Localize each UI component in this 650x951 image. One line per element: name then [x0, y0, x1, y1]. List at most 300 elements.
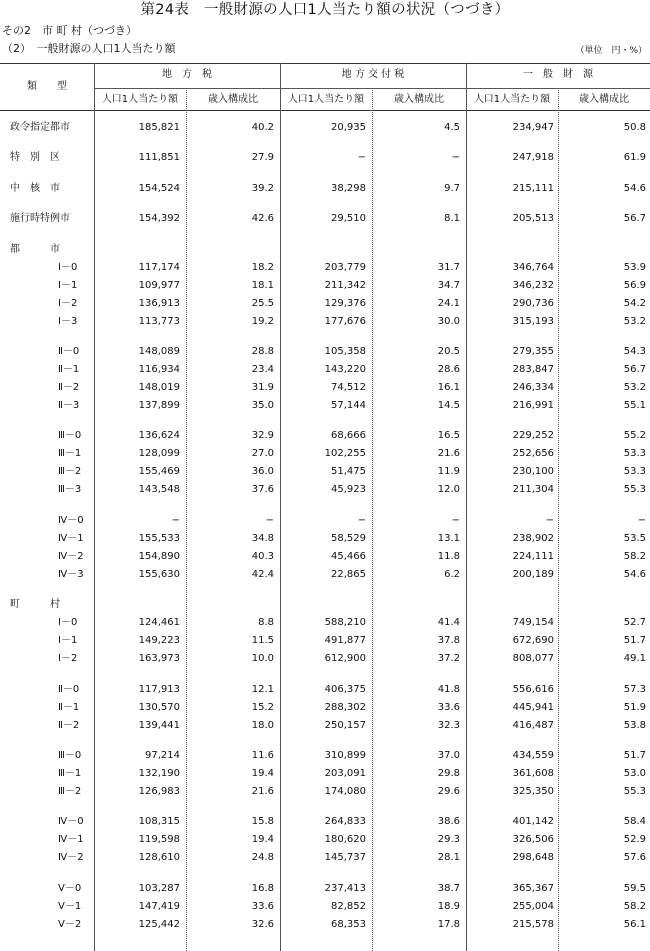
row-value: 108,315 [138, 816, 180, 828]
row-value [562, 596, 646, 614]
row-value: 42.4 [251, 568, 274, 580]
header-per-capita: 人口1人当たり額 [101, 94, 179, 105]
row-value: 74,512 [331, 382, 366, 393]
row-value: 37.8 [437, 635, 460, 647]
row-value [376, 241, 460, 259]
row-label: Ⅴ－1 [58, 900, 82, 912]
row-value: 255,004 [512, 900, 554, 912]
row-value: 416,487 [512, 719, 554, 731]
row-value: 672,690 [512, 635, 554, 647]
row-value: − [357, 514, 366, 526]
table-row [0, 699, 650, 717]
row-value: 57.3 [623, 683, 646, 695]
table-row [0, 313, 650, 331]
row-value: 163,973 [138, 653, 180, 665]
row-value: 38,298 [331, 182, 366, 194]
row-label: 特 別 区 [10, 152, 60, 164]
table-row [0, 813, 650, 831]
row-label: Ⅰ－1 [58, 279, 78, 291]
row-label: Ⅰ－3 [58, 315, 78, 327]
row-value: 290,736 [512, 297, 554, 309]
row-value: 41.8 [437, 683, 460, 695]
row-value: 53.5 [623, 532, 646, 544]
row-value [98, 596, 180, 614]
row-value: 6.2 [444, 568, 460, 580]
row-value [468, 596, 554, 614]
row-value: 105,358 [324, 346, 366, 357]
row-value: 25.5 [251, 297, 274, 309]
row-value: 491,877 [324, 635, 366, 647]
row-value: 54.6 [623, 568, 646, 580]
row-value: 32.6 [251, 918, 274, 930]
table-row [0, 149, 650, 167]
row-value: 124,461 [138, 617, 180, 629]
row-value [190, 241, 274, 259]
row-value: 11.8 [437, 550, 460, 562]
row-value: 34.8 [251, 532, 274, 544]
header-local-tax: 地 方 税 [162, 69, 212, 80]
row-value: 31.7 [437, 261, 460, 273]
row-label: Ⅰ－0 [58, 617, 78, 629]
row-value: 30.0 [437, 315, 460, 327]
row-label: Ⅳ－2 [58, 550, 84, 562]
header-top-rule [0, 63, 650, 64]
row-value: 154,890 [138, 550, 180, 562]
row-value: 22,865 [331, 568, 366, 580]
row-value: 42.6 [251, 213, 274, 225]
row-label: Ⅲ－0 [58, 430, 82, 442]
row-label: Ⅰ－2 [58, 297, 78, 309]
row-value: 33.6 [437, 701, 460, 713]
table-row [0, 119, 650, 137]
row-value [282, 596, 366, 614]
row-value: 37.6 [251, 484, 274, 496]
row-value: 185,821 [138, 122, 180, 133]
row-value: 117,174 [138, 261, 180, 273]
row-value: 34.7 [437, 279, 460, 291]
table-row [0, 512, 650, 530]
row-value: 58.2 [623, 550, 646, 562]
row-value: 9.7 [444, 182, 460, 194]
row-value: 27.0 [251, 448, 274, 460]
row-label: Ⅳ－3 [58, 568, 84, 580]
unit-note: （単位 円・%） [575, 46, 647, 56]
row-label: 都 市 [10, 243, 60, 255]
row-value: 29.6 [437, 786, 460, 797]
table-row [0, 849, 650, 867]
row-value: 53.2 [623, 382, 646, 393]
row-label: Ⅲ－2 [58, 466, 82, 478]
row-value: 57.6 [623, 852, 646, 864]
table-row [0, 343, 650, 361]
row-value: 82,852 [331, 900, 366, 912]
row-value: 365,367 [512, 882, 554, 894]
row-value: 51.7 [623, 750, 646, 761]
table-row [0, 783, 650, 801]
header-per-capita: 人口1人当たり額 [473, 94, 551, 105]
row-value: − [545, 514, 554, 526]
row-value: 10.0 [251, 653, 274, 665]
header-type: 類 型 [27, 81, 67, 92]
table-row [0, 747, 650, 765]
row-value: 19.4 [251, 834, 274, 846]
row-value: 28.1 [437, 852, 460, 864]
row-value: 29.8 [437, 768, 460, 779]
row-value: 177,676 [324, 315, 366, 327]
table-row [0, 259, 650, 277]
row-value: 35.0 [251, 400, 274, 411]
table-row [0, 681, 650, 699]
row-value: 51,475 [331, 466, 366, 478]
row-label: Ⅴ－2 [58, 918, 82, 930]
row-label: Ⅳ－1 [58, 532, 84, 544]
row-value: 21.6 [437, 448, 460, 460]
row-value: − [637, 514, 646, 526]
row-value: 32.3 [437, 719, 460, 731]
row-value: 116,934 [138, 364, 180, 375]
row-value [562, 241, 646, 259]
row-value: 8.8 [258, 617, 274, 629]
row-value: 54.3 [623, 346, 646, 357]
row-value: 18.9 [437, 900, 460, 912]
row-value: 14.5 [437, 400, 460, 411]
table-row [0, 180, 650, 198]
row-value: 808,077 [512, 653, 554, 665]
row-label: Ⅴ－0 [58, 882, 82, 894]
row-value: 49.1 [623, 653, 646, 665]
row-value: 136,913 [138, 297, 180, 309]
row-label: Ⅲ－0 [58, 750, 82, 761]
row-value: 406,375 [324, 683, 366, 695]
row-value: 23.4 [251, 364, 274, 375]
row-value: 128,610 [138, 852, 180, 864]
row-value: 54.2 [623, 297, 646, 309]
row-value: 52.7 [623, 617, 646, 629]
row-value: 211,342 [324, 279, 366, 291]
row-value: 216,991 [512, 400, 554, 411]
row-value: 45,466 [331, 550, 366, 562]
section-subtitle: その2 市 町 村（つづき） [2, 24, 137, 37]
row-value: 252,656 [512, 448, 554, 460]
row-value: 136,624 [138, 430, 180, 442]
row-value: 38.7 [437, 882, 460, 894]
row-value: 229,252 [512, 430, 554, 442]
table-row [0, 596, 650, 614]
table-row [0, 277, 650, 295]
row-value: 211,304 [512, 484, 554, 496]
table-row [0, 880, 650, 898]
table-row [0, 379, 650, 397]
row-value: 12.0 [437, 484, 460, 496]
row-value: 19.2 [251, 315, 274, 327]
header-ratio: 歳入構成比 [579, 94, 629, 105]
row-value: 29,510 [331, 213, 366, 225]
row-label: Ⅳ－2 [58, 852, 84, 864]
row-value: 17.8 [437, 918, 460, 930]
row-value: 132,190 [138, 768, 180, 779]
row-value: 246,334 [512, 382, 554, 393]
row-value: 155,630 [138, 568, 180, 580]
row-value: 137,899 [138, 400, 180, 411]
row-label: Ⅲ－1 [58, 768, 82, 779]
row-value: 57,144 [331, 400, 366, 411]
row-value: 346,232 [512, 279, 554, 291]
row-value: 4.5 [444, 122, 460, 133]
row-value: 200,189 [512, 568, 554, 580]
row-label: 町 村 [10, 599, 60, 611]
row-value: 224,111 [512, 550, 554, 562]
table-subtitle: （2） 一般財源の人口1人当たり額 [2, 42, 176, 55]
table-row [0, 650, 650, 668]
row-value: 556,616 [512, 683, 554, 695]
row-value: 58.2 [623, 900, 646, 912]
row-value: 315,193 [512, 315, 554, 327]
table-row [0, 397, 650, 415]
table-row [0, 463, 650, 481]
row-value: 15.2 [251, 701, 274, 713]
row-label: Ⅱ－2 [58, 382, 80, 393]
row-value: 117,913 [138, 683, 180, 695]
row-value: 148,089 [138, 346, 180, 357]
table-row [0, 632, 650, 650]
row-value: 51.9 [623, 701, 646, 713]
row-value: 8.1 [444, 213, 460, 225]
row-label: Ⅱ－2 [58, 719, 80, 731]
row-value: 29.3 [437, 834, 460, 846]
row-value: 247,918 [512, 152, 554, 164]
row-value: 16.5 [437, 430, 460, 442]
row-value: 12.1 [251, 683, 274, 695]
row-value: 20.5 [437, 346, 460, 357]
row-label: Ⅰ－2 [58, 653, 78, 665]
row-value: 45,923 [331, 484, 366, 496]
row-value: 612,900 [324, 653, 366, 665]
row-value: 149,223 [138, 635, 180, 647]
row-value: 55.2 [623, 430, 646, 442]
row-value: 326,506 [512, 834, 554, 846]
header-ratio: 歳入構成比 [394, 94, 444, 105]
row-value: 180,620 [324, 834, 366, 846]
row-value: 154,392 [138, 213, 180, 225]
row-value: 36.0 [251, 466, 274, 478]
row-value: 125,442 [138, 918, 180, 930]
row-value: 97,214 [145, 750, 180, 761]
row-value: 401,142 [512, 816, 554, 828]
row-value: 203,091 [324, 768, 366, 779]
row-value: 155,469 [138, 466, 180, 478]
row-value: 53.3 [623, 448, 646, 460]
row-value: 15.8 [251, 816, 274, 828]
row-label: 中 核 市 [10, 182, 60, 194]
row-value: 445,941 [512, 701, 554, 713]
row-value: 215,111 [512, 182, 554, 194]
row-value: 40.2 [251, 122, 274, 133]
row-value: 54.6 [623, 182, 646, 194]
row-label: Ⅱ－1 [58, 364, 80, 375]
row-value: 102,255 [324, 448, 366, 460]
row-label: Ⅰ－1 [58, 635, 78, 647]
row-value: 234,947 [512, 122, 554, 133]
row-label: Ⅱ－3 [58, 400, 80, 411]
row-value: 37.2 [437, 653, 460, 665]
row-value: 203,779 [324, 261, 366, 273]
row-value: 53.9 [623, 261, 646, 273]
row-value: 31.9 [251, 382, 274, 393]
row-value: 59.5 [623, 882, 646, 894]
row-value: 113,773 [138, 315, 180, 327]
row-value: 56.1 [623, 918, 646, 930]
row-value: 148,019 [138, 382, 180, 393]
row-value: − [265, 514, 274, 526]
row-value: 588,210 [324, 617, 366, 629]
row-label: Ⅱ－0 [58, 346, 80, 357]
row-value [468, 241, 554, 259]
row-value: 361,608 [512, 768, 554, 779]
row-value: 27.9 [251, 152, 274, 164]
row-value: 56.7 [623, 364, 646, 375]
row-label: Ⅳ－0 [58, 514, 84, 526]
row-value: 68,666 [331, 430, 366, 442]
row-label: Ⅲ－1 [58, 448, 82, 460]
row-value: 24.1 [437, 297, 460, 309]
header-ratio: 歳入構成比 [208, 94, 258, 105]
row-label: Ⅲ－3 [58, 484, 82, 496]
table-row [0, 898, 650, 916]
row-value: 155,533 [138, 532, 180, 544]
row-value: − [451, 152, 460, 164]
row-value: 230,100 [512, 466, 554, 478]
row-value: 55.3 [623, 786, 646, 797]
row-value: 205,513 [512, 213, 554, 225]
row-value: 434,559 [512, 750, 554, 761]
row-value [190, 596, 274, 614]
table-row [0, 481, 650, 499]
table-row [0, 548, 650, 566]
row-value: 39.2 [251, 182, 274, 194]
row-value: 143,220 [324, 364, 366, 375]
table-row [0, 614, 650, 632]
row-value: − [171, 514, 180, 526]
table-row [0, 566, 650, 584]
row-value: 128,099 [138, 448, 180, 460]
row-value: 24.8 [251, 852, 274, 864]
row-value: 130,570 [138, 701, 180, 713]
table-row [0, 445, 650, 463]
row-value: 310,899 [324, 750, 366, 761]
row-value: 20,935 [331, 122, 366, 133]
row-value: 16.1 [437, 382, 460, 393]
row-value: 53.3 [623, 466, 646, 478]
table-row [0, 717, 650, 735]
table-title: 第24表 一般財源の人口1人当たり額の状況（つづき） [140, 2, 510, 18]
row-value: 103,287 [138, 882, 180, 894]
row-value: 139,441 [138, 719, 180, 731]
row-value: 58,529 [331, 532, 366, 544]
row-value: 325,350 [512, 786, 554, 797]
row-value [98, 241, 180, 259]
table-row [0, 361, 650, 379]
row-value: 53.0 [623, 768, 646, 779]
row-value: 215,578 [512, 918, 554, 930]
row-value: 56.7 [623, 213, 646, 225]
row-value: 279,355 [512, 346, 554, 357]
row-value: 16.8 [251, 882, 274, 894]
row-label: Ⅳ－1 [58, 834, 84, 846]
row-value: 109,977 [138, 279, 180, 291]
table-row [0, 241, 650, 259]
row-value: 13.1 [437, 532, 460, 544]
row-value: 749,154 [512, 617, 554, 629]
row-value: 111,851 [138, 152, 180, 164]
row-value: 346,764 [512, 261, 554, 273]
row-value: 19.4 [251, 768, 274, 779]
row-value: 11.9 [437, 466, 460, 478]
row-value: 174,080 [324, 786, 366, 797]
row-label: Ⅲ－2 [58, 786, 82, 797]
row-value: 119,598 [138, 834, 180, 846]
row-value: 264,833 [324, 816, 366, 828]
row-value [282, 241, 366, 259]
row-value: 40.3 [251, 550, 274, 562]
table-row [0, 295, 650, 313]
table-row [0, 765, 650, 783]
row-label: Ⅱ－0 [58, 683, 80, 695]
row-value: 55.1 [623, 400, 646, 411]
table-row [0, 210, 650, 228]
row-value: 147,419 [138, 900, 180, 912]
row-value: 32.9 [251, 430, 274, 442]
row-value: 288,302 [324, 701, 366, 713]
row-label: Ⅳ－0 [58, 816, 84, 828]
row-value: 250,157 [324, 719, 366, 731]
row-value: 68,353 [331, 918, 366, 930]
row-value: 28.6 [437, 364, 460, 375]
table-row [0, 831, 650, 849]
row-label: Ⅱ－1 [58, 701, 80, 713]
row-value: 298,648 [512, 852, 554, 864]
row-value: 18.2 [251, 261, 274, 273]
header-general-revenue: 一 般 財 源 [523, 69, 593, 80]
row-value: 38.6 [437, 816, 460, 828]
row-value: 143,548 [138, 484, 180, 496]
row-value: 18.0 [251, 719, 274, 731]
row-value: 145,737 [324, 852, 366, 864]
row-value: 154,524 [138, 182, 180, 194]
row-value: 56.9 [623, 279, 646, 291]
row-value: 50.8 [623, 122, 646, 133]
row-value: 28.8 [251, 346, 274, 357]
row-value: 11.6 [251, 750, 274, 761]
row-value: 18.1 [251, 279, 274, 291]
row-value: 237,413 [324, 882, 366, 894]
row-value [376, 596, 460, 614]
row-value: 33.6 [251, 900, 274, 912]
header-allocation-tax: 地 方 交 付 税 [341, 69, 405, 80]
row-label: 政令指定都市 [10, 122, 70, 133]
row-value: 21.6 [251, 786, 274, 797]
table-row [0, 427, 650, 445]
row-value: 126,983 [138, 786, 180, 797]
row-value: − [451, 514, 460, 526]
row-value: 238,902 [512, 532, 554, 544]
row-value: − [357, 152, 366, 164]
row-value: 52.9 [623, 834, 646, 846]
row-value: 58.4 [623, 816, 646, 828]
row-value: 51.7 [623, 635, 646, 647]
row-value: 283,847 [512, 364, 554, 375]
header-per-capita: 人口1人当たり額 [287, 94, 365, 105]
row-value: 53.8 [623, 719, 646, 731]
